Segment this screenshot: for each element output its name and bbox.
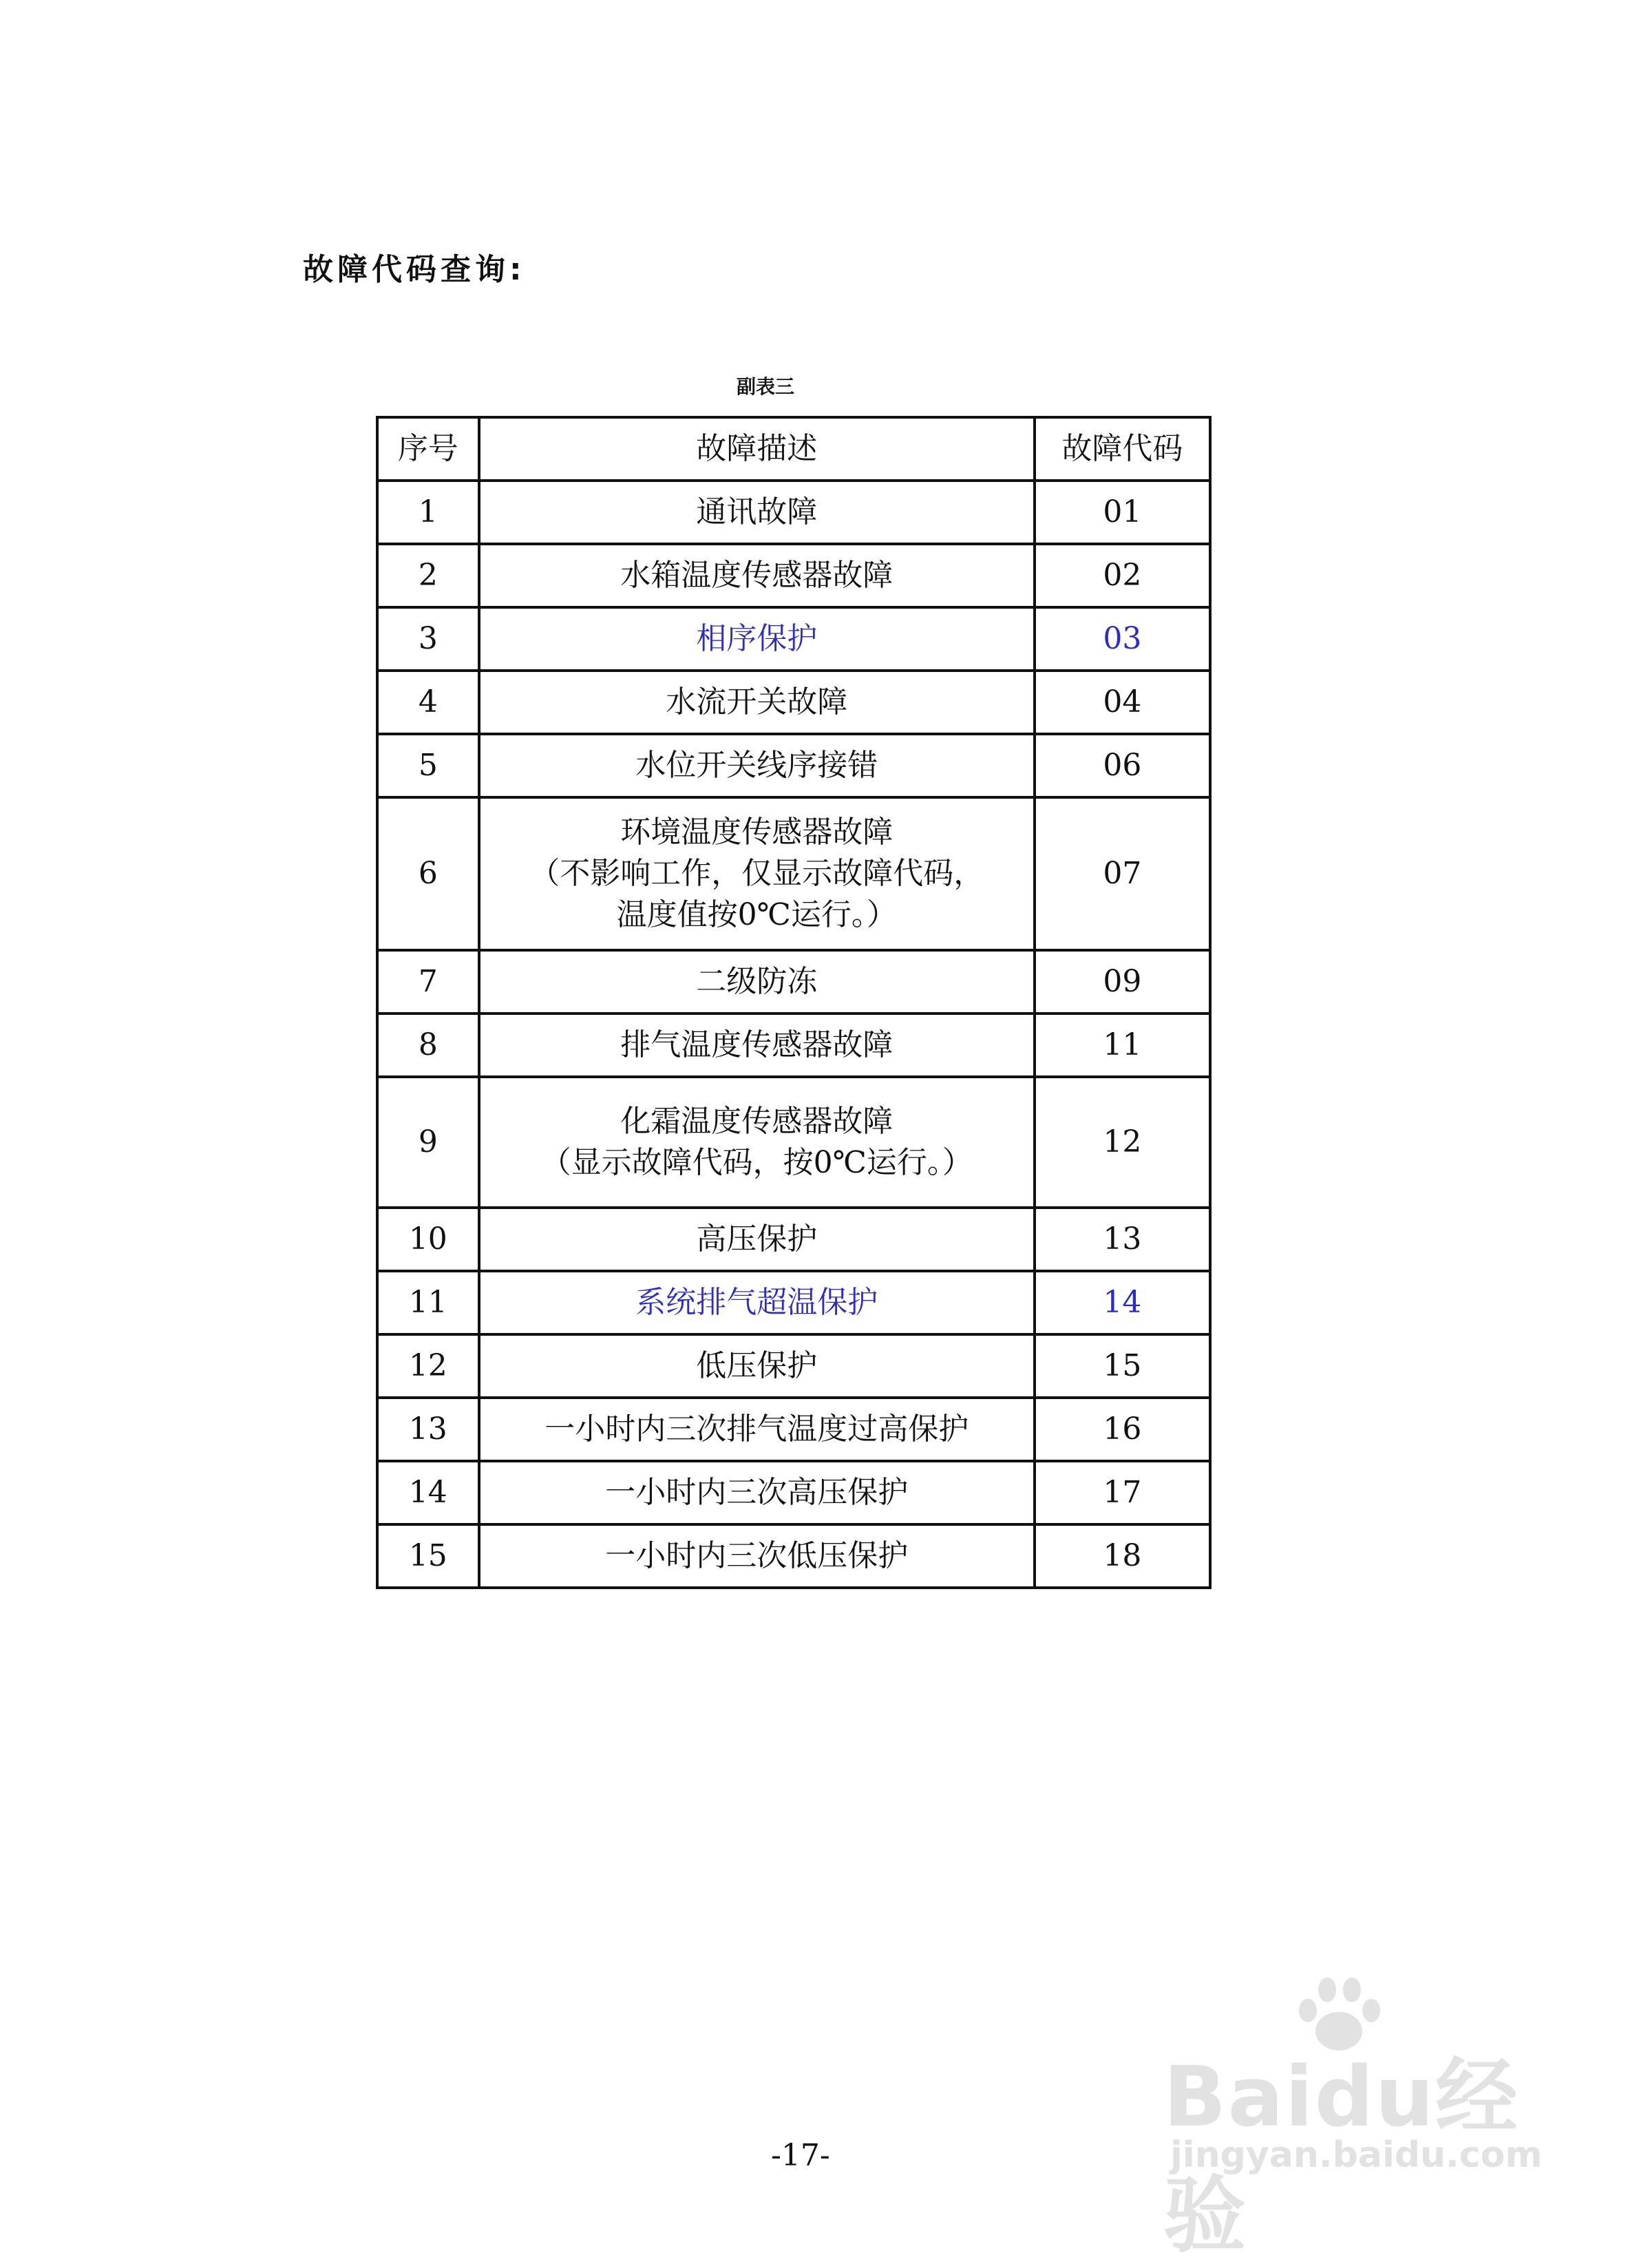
row-index: 12 — [377, 1334, 479, 1398]
watermark-url: jingyan.baidu.com — [1170, 2134, 1543, 2176]
table-row — [377, 1398, 1210, 1461]
table-row — [377, 797, 1210, 950]
description-line: （不影响工作，仅显示故障代码， — [529, 856, 984, 891]
description-line: 排气温度传感器故障 — [620, 1027, 893, 1062]
row-fault-code: 13 — [1035, 1208, 1210, 1271]
row-fault-code: 04 — [1035, 671, 1210, 734]
description-line: 相序保护 — [696, 621, 818, 656]
row-description — [479, 950, 1035, 1014]
row-index: 10 — [377, 1208, 479, 1271]
row-index: 3 — [377, 607, 479, 671]
table-row — [377, 607, 1210, 671]
row-fault-code: 03 — [1035, 607, 1210, 671]
row-fault-code: 12 — [1035, 1077, 1210, 1208]
table-row — [377, 1334, 1210, 1398]
table-row — [377, 734, 1210, 797]
row-description — [479, 671, 1035, 734]
description-line: 高压保护 — [696, 1221, 818, 1257]
description-line: 温度值按0℃运行。） — [616, 897, 897, 932]
row-fault-code: 01 — [1035, 481, 1210, 544]
row-index: 8 — [377, 1014, 479, 1077]
row-fault-code: 09 — [1035, 950, 1210, 1014]
row-fault-code: 16 — [1035, 1398, 1210, 1461]
table-row — [377, 671, 1210, 734]
row-description — [479, 1271, 1035, 1334]
row-index: 9 — [377, 1077, 479, 1208]
row-index: 5 — [377, 734, 479, 797]
fault-code-table — [376, 416, 1212, 1589]
row-index: 15 — [377, 1524, 479, 1588]
row-index: 1 — [377, 481, 479, 544]
row-description — [479, 544, 1035, 607]
header-code: 故障代码 — [1035, 417, 1210, 481]
description-line: 水流开关故障 — [666, 684, 848, 720]
description-line: 低压保护 — [696, 1348, 818, 1383]
row-fault-code: 14 — [1035, 1271, 1210, 1334]
row-fault-code: 11 — [1035, 1014, 1210, 1077]
table-row — [377, 1524, 1210, 1588]
table-row — [377, 544, 1210, 607]
row-description — [479, 1524, 1035, 1588]
row-description — [479, 734, 1035, 797]
description-line: 环境温度传感器故障 — [620, 815, 893, 850]
row-fault-code: 06 — [1035, 734, 1210, 797]
description-line: 水箱温度传感器故障 — [620, 558, 893, 593]
row-fault-code: 07 — [1035, 797, 1210, 950]
row-description — [479, 1334, 1035, 1398]
row-fault-code: 17 — [1035, 1461, 1210, 1524]
row-description — [479, 607, 1035, 671]
row-index: 6 — [377, 797, 479, 950]
row-index: 13 — [377, 1398, 479, 1461]
row-description — [479, 1398, 1035, 1461]
description-line: 一小时内三次排气温度过高保护 — [544, 1411, 969, 1447]
description-line: 化霜温度传感器故障 — [620, 1104, 893, 1139]
row-index: 7 — [377, 950, 479, 1014]
table-caption: 副表三 — [737, 375, 795, 398]
table-row — [377, 1271, 1210, 1334]
header-index: 序号 — [377, 417, 479, 481]
table-row — [377, 1077, 1210, 1208]
row-description — [479, 481, 1035, 544]
table-row — [377, 1461, 1210, 1524]
page-number: -17- — [771, 2138, 830, 2173]
table-body — [377, 481, 1210, 1588]
description-line: 水位开关线序接错 — [635, 748, 878, 783]
header-description: 故障描述 — [479, 417, 1035, 481]
row-fault-code: 02 — [1035, 544, 1210, 607]
watermark-brand: Baidu经验 — [1163, 2050, 1519, 2264]
table-row — [377, 481, 1210, 544]
description-line: （显示故障代码，按0℃运行。） — [540, 1145, 973, 1180]
description-line: 通讯故障 — [696, 494, 818, 529]
row-description — [479, 1461, 1035, 1524]
table-row — [377, 950, 1210, 1014]
row-description — [479, 1077, 1035, 1208]
table-row — [377, 1208, 1210, 1271]
description-line: 二级防冻 — [696, 964, 818, 999]
table-row — [377, 1014, 1210, 1077]
row-description — [479, 797, 1035, 950]
row-description — [479, 1208, 1035, 1271]
row-index: 14 — [377, 1461, 479, 1524]
page-heading: 故障代码查询: — [303, 252, 526, 287]
description-line: 一小时内三次低压保护 — [605, 1538, 909, 1573]
row-fault-code: 15 — [1035, 1334, 1210, 1398]
table-header-row — [377, 417, 1210, 481]
row-fault-code: 18 — [1035, 1524, 1210, 1588]
row-index: 4 — [377, 671, 479, 734]
description-line: 一小时内三次高压保护 — [605, 1475, 909, 1510]
row-index: 11 — [377, 1271, 479, 1334]
row-index: 2 — [377, 544, 479, 607]
baidu-watermark — [1163, 1969, 1549, 2264]
description-line: 系统排气超温保护 — [635, 1285, 878, 1320]
row-description — [479, 1014, 1035, 1077]
